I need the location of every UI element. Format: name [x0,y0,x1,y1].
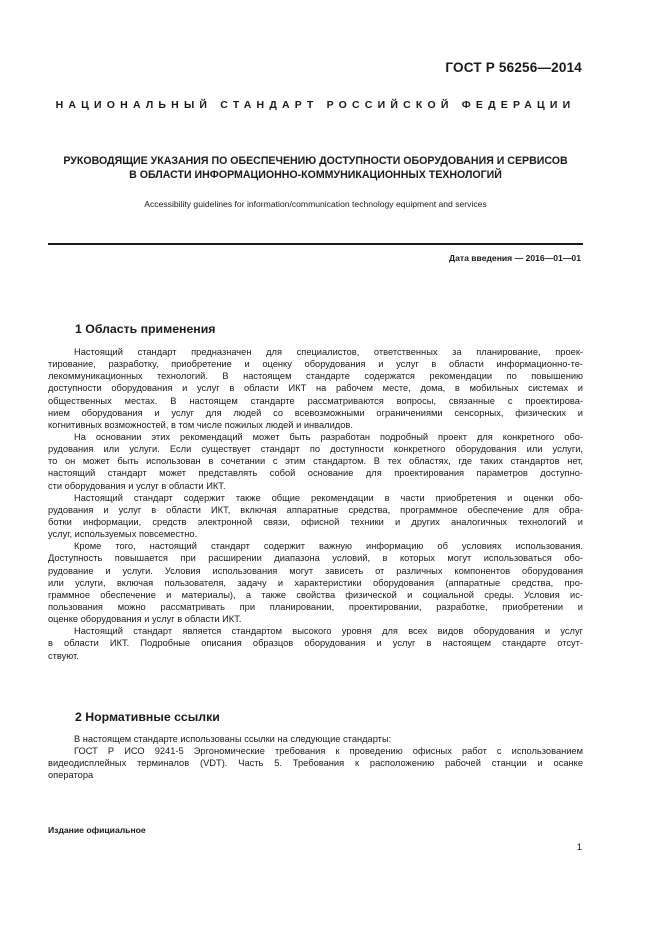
text-line: На основании этих рекомендаций может быть разработан подробный проект для конкретного обо- [74,431,583,442]
section-1-heading: 1 Область применения [75,322,216,336]
text-line: рудование и услуги. Условия использования могут зависеть от различных компонентов оборудования [48,565,583,576]
text-line: то он может быть использован в сочетании с этим стандартом. В тех областях, где таких стандартов нет, [48,456,583,467]
section-1-body [48,346,583,662]
text-line: ГОСТ Р ИСО 9241-5 Эргономические требования к проведению офисных работ с использованием [74,746,583,757]
text-line: Настоящий стандарт предназначен для специалистов, ответственных за планирование, проек- [74,347,583,357]
text-line: Доступность повышается при расширении диапазона условий, в которых могут использоваться обо- [48,553,583,564]
text-line: граммное обеспечение и материалы), а также свойства физической и социальной среды. Условия ис- [48,589,583,600]
title-line-1: РУКОВОДЯЩИЕ УКАЗАНИЯ ПО ОБЕСПЕЧЕНИЮ ДОСТУПНОСТИ ОБОРУДОВАНИЯ И СЕРВИСОВ [63,155,568,167]
title-divider [48,243,583,245]
text-line: пользования можно рассматривать при планировании, проектировании, разработке, приобретении и [48,601,583,612]
text-line: или услуги, включая пользователя, задачу и характеристики оборудования (аппаратные средства, про- [48,577,583,588]
text-line: сти оборудования и услуг в области ИКТ. [48,480,226,491]
national-standard-banner: НАЦИОНАЛЬНЫЙ СТАНДАРТ РОССИЙСКОЙ ФЕДЕРАЦИИ [55,99,576,111]
text-line: оценке оборудования и услуг в области ИКТ. [48,614,242,625]
text-line: рудования и услуг в области ИКТ, включая аппаратные средства, программное обеспечение для обра- [48,504,583,515]
text-line: Настоящий стандарт содержит также общие рекомендации в части приобретения и оценки обо- [74,492,583,503]
text-line: оператора [48,770,94,781]
text-line: В настоящем стандарте использованы ссылки на следующие стандарты: [74,734,392,744]
text-line: общественных местах. В настоящем стандарте рассматриваются вопросы, связанные с проектирова- [48,395,583,406]
text-line: ботки информации, средств электронной связи, офисной техники и других аналогичных технологий и [48,516,583,527]
text-line: видеодисплейных терминалов (VDT). Часть 5. Требования к расположению рабочей станции и осанке [48,758,583,769]
document-title [50,154,581,182]
standard-number: ГОСТ Р 56256—2014 [445,60,582,75]
section-2-heading: 2 Нормативные ссылки [75,710,220,724]
title-line-2: В ОБЛАСТИ ИНФОРМАЦИОННО-КОММУНИКАЦИОННЫХ ТЕХНОЛОГИЙ [129,169,502,181]
text-line: Кроме того, настоящий стандарт содержит важную информацию об условиях использования. [74,541,583,552]
text-line: услуг, используемых повсеместно. [48,529,198,540]
text-line: в области ИКТ. Подробные описания образцов оборудования и услуг в настоящем стандарте отсут- [48,638,583,649]
text-line: ствуют. [48,650,79,661]
text-line: Настоящий стандарт является стандартом высокого уровня для всех видов оборудования и услуг [74,626,583,637]
official-edition-note: Издание официальное [48,825,146,835]
introduction-date: Дата введения — 2016—01—01 [448,253,581,263]
text-line: доступности оборудования и услуг в области ИКТ на рабочем месте, дома, в мобильных системах и [48,383,583,394]
text-line: лекоммуникационных технологий. В настоящем стандарте содержатся рекомендации по повышению [48,371,583,382]
english-title: Accessibility guidelines for information/communication technology equipment and services [144,199,487,209]
text-line: нием оборудования и услуг для людей со всевозможными ограничениями сенсорных, физических и [48,407,583,418]
text-line: рудования или услуги. Если существует стандарт по доступности конкретного оборудования или услуги, [48,444,583,455]
section-2-body [48,733,583,782]
text-line: настоящий стандарт может представлять собой основание для проектирования параметров доступно- [48,468,583,479]
page-number: 1 [576,842,582,853]
text-line: когнитивных возможностей, в том числе пожилых людей и инвалидов. [48,419,353,430]
text-line: тирование, разработку, приобретение и оценку оборудования и услуг в области информационно-те- [48,359,583,370]
